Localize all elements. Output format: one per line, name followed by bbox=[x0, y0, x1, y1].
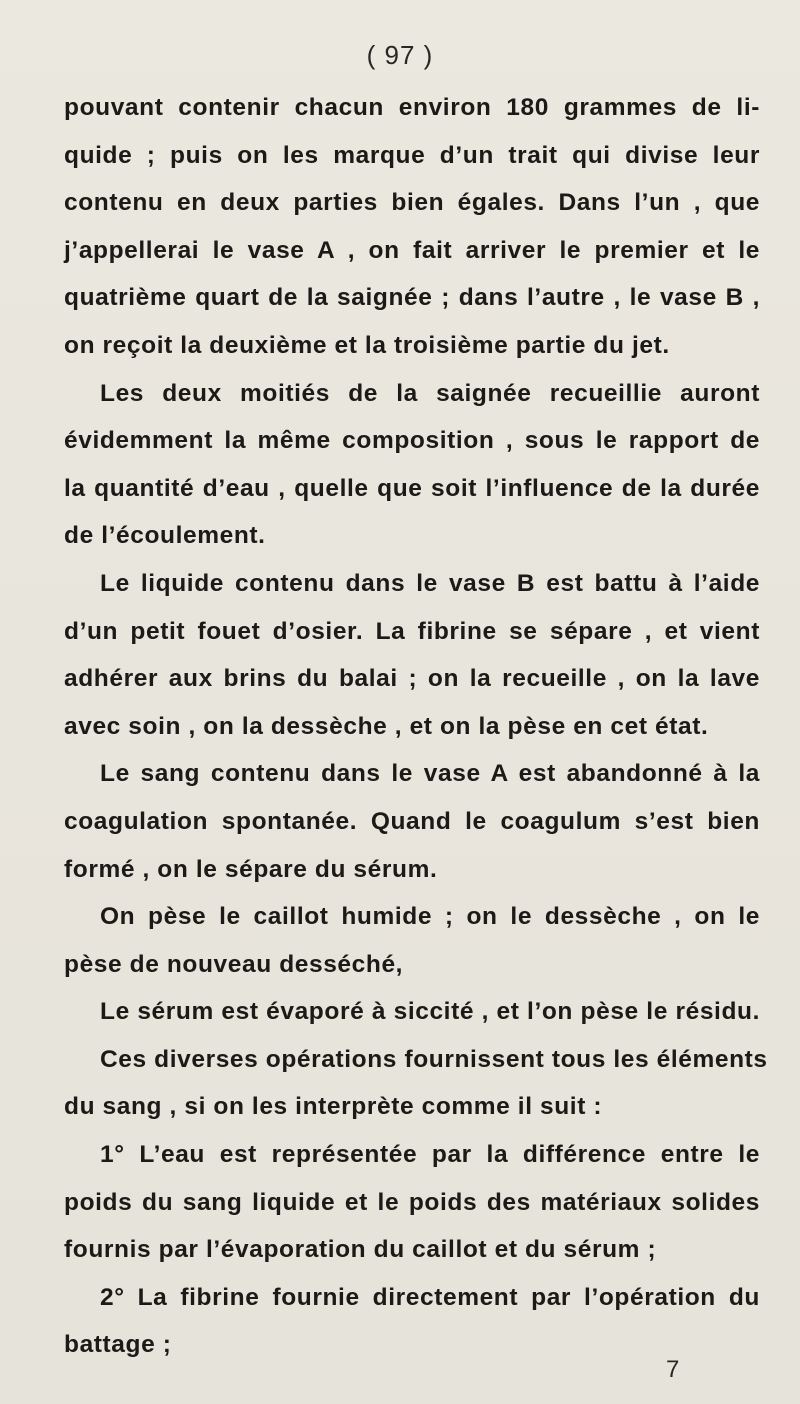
paragraph-start-line: Le liquide contenu dans le vase B est battu à l’aide bbox=[100, 569, 760, 597]
text-line: contenu en deux parties bien égales. Dans l’un , que bbox=[64, 189, 760, 217]
text-line: fournis par l’évaporation du caillot et du sérum ; bbox=[64, 1236, 657, 1264]
text-line: battage ; bbox=[64, 1331, 172, 1359]
text-line: la quantité d’eau , quelle que soit l’influence de la durée bbox=[64, 474, 760, 502]
text-line: adhérer aux brins du balai ; on la recueille , on la lave bbox=[64, 665, 760, 693]
page-number: ( 97 ) bbox=[366, 40, 434, 70]
text-line: formé , on le sépare du sérum. bbox=[64, 855, 438, 883]
text-line: coagulation spontanée. Quand le coagulum s’est bien bbox=[64, 807, 760, 835]
signature-mark: 7 bbox=[666, 1356, 680, 1383]
paragraph-start-line: On pèse le caillot humide ; on le dessèche , on le bbox=[100, 903, 760, 931]
paragraph-start-line: Le sérum est évaporé à siccité , et l’on pèse le résidu. bbox=[100, 998, 760, 1026]
text-line: pouvant contenir chacun environ 180 grammes de li- bbox=[64, 94, 760, 121]
text-line: de l’écoulement. bbox=[64, 522, 266, 550]
text-line: pèse de nouveau desséché, bbox=[64, 950, 404, 978]
text-line: quatrième quart de la saignée ; dans l’autre , le vase B , bbox=[64, 284, 760, 312]
text-line: on reçoit la deuxième et la troisième partie du jet. bbox=[64, 331, 670, 359]
text-line: quide ; puis on les marque d’un trait qui divise leur bbox=[64, 141, 760, 169]
text-line: poids du sang liquide et le poids des matériaux solides bbox=[64, 1188, 760, 1216]
paragraph-start-line: 1° L’eau est représentée par la différence entre le bbox=[100, 1141, 760, 1169]
paragraph-start-line: 2° La fibrine fournie directement par l’opération du bbox=[100, 1283, 760, 1311]
text-line: j’appellerai le vase A , on fait arriver le premier et le bbox=[64, 236, 760, 264]
text-line: évidemment la même composition , sous le rapport de bbox=[64, 427, 760, 455]
paragraph-start-line: Ces diverses opérations fournissent tous les éléments bbox=[100, 1045, 768, 1073]
text-line: avec soin , on la dessèche , et on la pèse en cet état. bbox=[64, 712, 709, 740]
text-line: du sang , si on les interprète comme il suit : bbox=[64, 1093, 603, 1121]
body-text bbox=[64, 84, 768, 1369]
text-line: d’un petit fouet d’osier. La fibrine se sépare , et vient bbox=[64, 617, 760, 645]
paragraph-start-line: Le sang contenu dans le vase A est abandonné à la bbox=[100, 760, 760, 788]
paragraph-start-line: Les deux moitiés de la saignée recueillie auront bbox=[100, 379, 760, 407]
